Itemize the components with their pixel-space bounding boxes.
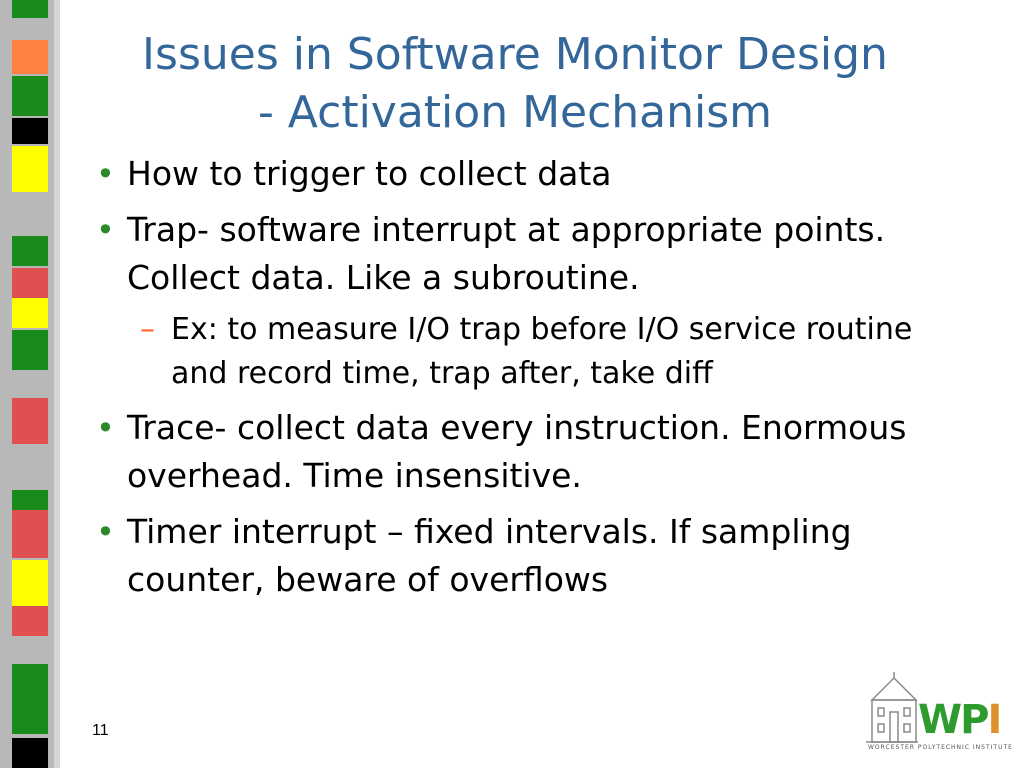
stripe-block <box>12 510 48 558</box>
bullet-dot-icon: • <box>96 409 115 447</box>
stripe-block <box>12 560 48 606</box>
slide-title <box>80 26 950 142</box>
bullet-dot-icon: • <box>96 513 115 551</box>
bullet-dot-icon: • <box>96 211 115 249</box>
stripe-block <box>12 146 48 192</box>
wpi-logo-text: WPI <box>918 697 1001 743</box>
stripe-block <box>12 398 48 444</box>
sub-bullet-text: Ex: to measure I/O trap before I/O service routine and record time, trap after, take diff <box>171 312 913 391</box>
bullet-text: Trace- collect data every instruction. Enormous overhead. Time insensitive. <box>127 408 907 495</box>
bullet-item <box>96 508 976 604</box>
title-line-2: - Activation Mechanism <box>257 87 773 138</box>
stripe-block <box>12 268 48 298</box>
stripe-block <box>12 738 48 768</box>
stripe-block <box>12 330 48 370</box>
stripe-block <box>12 118 48 144</box>
page-number: 11 <box>92 722 109 739</box>
stripe-block <box>12 664 48 734</box>
bullet-text: Trap- software interrupt at appropriate points. Collect data. Like a subroutine. <box>127 210 886 297</box>
stripe-block <box>12 490 48 510</box>
stripe-block <box>12 606 48 636</box>
stripe-block <box>12 76 48 116</box>
bullet-list <box>96 150 976 612</box>
stripe-block <box>12 40 48 74</box>
stripe-block <box>12 0 48 18</box>
dash-icon: – <box>140 312 155 347</box>
bullet-dot-icon: • <box>96 155 115 193</box>
stripe-block <box>12 298 48 328</box>
bullet-item <box>96 150 976 198</box>
logo-subtitle: WORCESTER POLYTECHNIC INSTITUTE <box>868 744 1013 751</box>
sub-bullet-item <box>96 308 976 396</box>
bullet-item <box>96 404 976 500</box>
bullet-item <box>96 206 976 302</box>
bullet-text: How to trigger to collect data <box>127 154 612 193</box>
title-line-1: Issues in Software Monitor Design <box>142 29 888 80</box>
bullet-text: Timer interrupt – fixed intervals. If sampling counter, beware of overflows <box>127 512 852 599</box>
stripe-block <box>12 236 48 266</box>
